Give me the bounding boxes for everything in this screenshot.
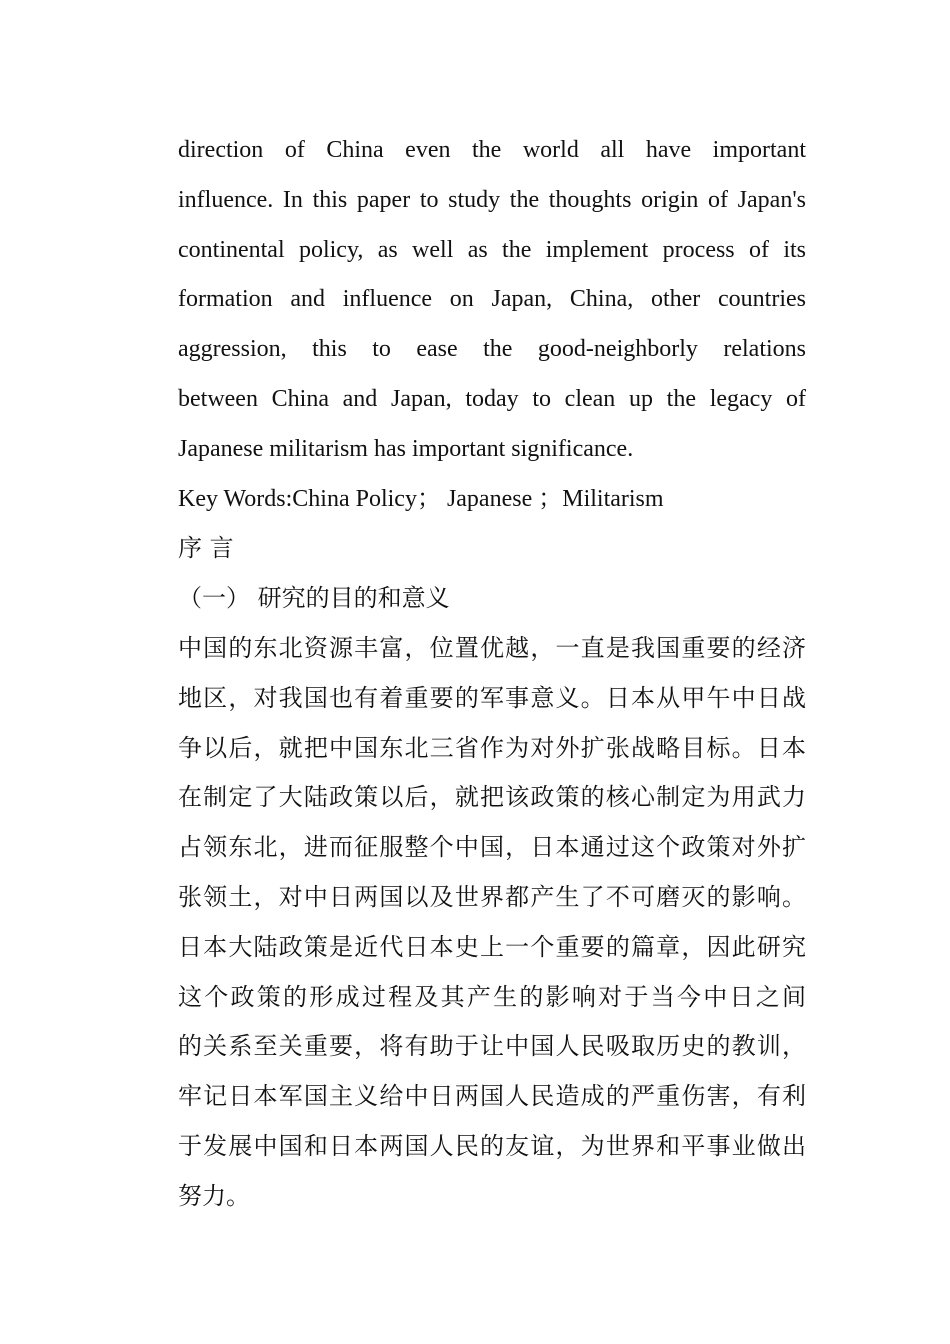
abstract-line: formation and influence on Japan, China, other countries [178, 286, 806, 313]
preface-line: 努力。 [178, 1181, 250, 1210]
abstract-line: Japanese militarism has important significance. [178, 435, 634, 462]
abstract-paragraph [178, 126, 806, 475]
preface-line: 张领土，对中日两国以及世界都产生了不可磨灭的影响。 [178, 882, 806, 911]
abstract-line: direction of China even the world all have important [178, 137, 806, 163]
preface-line: 地区，对我国也有着重要的军事意义。日本从甲午中日战 [178, 683, 806, 712]
preface-line: 这个政策的形成过程及其产生的影响对于当今中日之间 [178, 982, 806, 1011]
document-page [178, 126, 806, 1222]
preface-line: 牢记日本军国主义给中日两国人民造成的严重伤害，有利 [178, 1082, 806, 1111]
preface-line: 日本大陆政策是近代日本史上一个重要的篇章，因此研究 [178, 932, 806, 961]
preface-line: 占领东北，进而征服整个中国，日本通过这个政策对外扩 [178, 833, 806, 862]
keywords: Key Words:China Policy； Japanese ；Militarism [178, 485, 664, 512]
abstract-line: between China and Japan, today to clean up the legacy of [178, 385, 806, 412]
preface-line: 中国的东北资源丰富，位置优越，一直是我国重要的经济 [178, 633, 806, 662]
preface-line: 于发展中国和日本两国人民的友谊，为世界和平事业做出 [178, 1131, 806, 1160]
abstract-line: aggression, this to ease the good-neighborly relations [178, 336, 806, 363]
preface-line: 的关系至关重要，将有助于让中国人民吸取历史的教训， [178, 1032, 806, 1061]
abstract-line: influence. In this paper to study the thoughts origin of Japan's [178, 186, 806, 213]
preface-title: 序 言 [178, 534, 234, 563]
abstract-line: continental policy, as well as the implement process of its [178, 236, 806, 263]
section-heading: （一） 研究的目的和意义 [178, 584, 450, 613]
preface-line: 在制定了大陆政策以后，就把该政策的核心制定为用武力 [178, 783, 806, 812]
preface-line: 争以后，就把中国东北三省作为对外扩张战略目标。日本 [178, 733, 806, 762]
preface-paragraph [178, 624, 806, 1222]
